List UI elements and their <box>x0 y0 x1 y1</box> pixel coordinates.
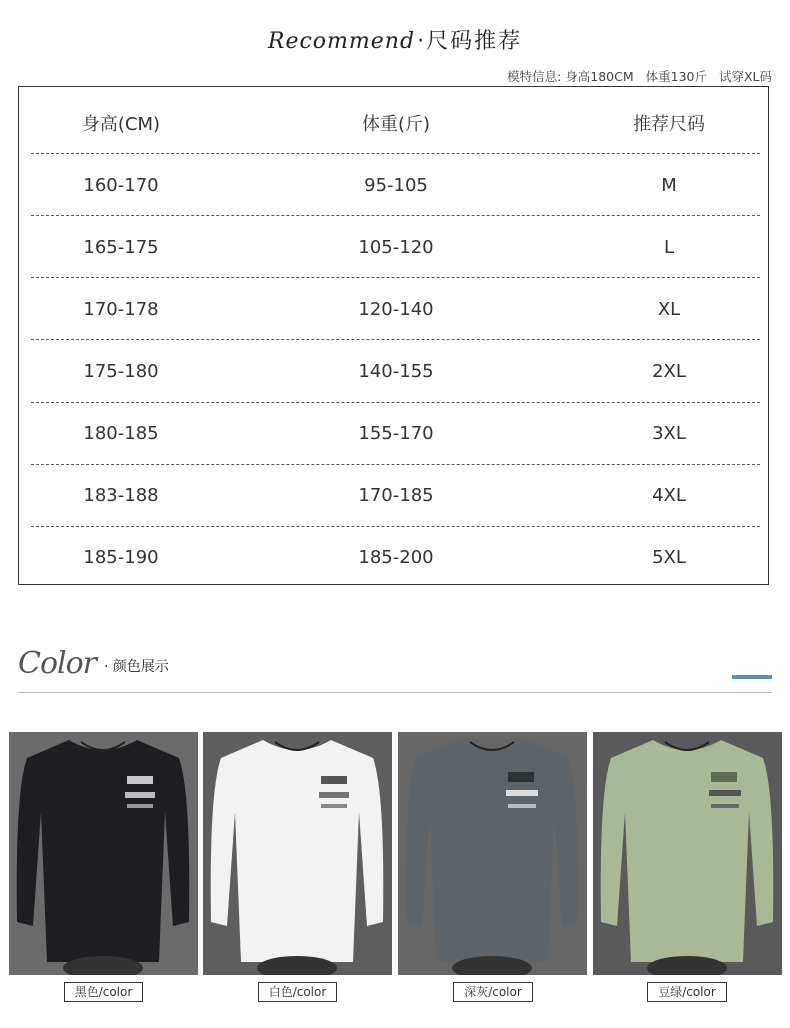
cell-height: 185-190 <box>83 546 159 568</box>
print-patch <box>508 772 534 782</box>
cell-size: XL <box>657 298 681 320</box>
color-label-black[interactable]: 黑色/color <box>64 982 143 1002</box>
color-script-text: Color <box>18 646 97 681</box>
cell-size: L <box>663 236 675 258</box>
size-table <box>18 86 769 585</box>
product-photo-dark-gray[interactable] <box>398 732 587 975</box>
cell-height: 183-188 <box>83 484 159 506</box>
color-label-white[interactable]: 白色/color <box>258 982 337 1002</box>
section-divider <box>18 692 772 693</box>
cell-weight: 105-120 <box>358 236 434 258</box>
title-dot: · <box>417 29 425 54</box>
cell-weight: 120-140 <box>358 298 434 320</box>
print-patch <box>125 792 155 798</box>
cell-weight: 95-105 <box>364 174 428 196</box>
table-row <box>19 526 768 588</box>
shirt-illustration <box>398 732 587 975</box>
cell-height: 180-185 <box>83 422 159 444</box>
shirt-illustration <box>9 732 198 975</box>
product-photo-white[interactable] <box>203 732 392 975</box>
print-patch <box>711 772 737 782</box>
header-height: 身高(CM) <box>81 114 161 135</box>
header-weight: 体重(斤) <box>361 114 431 135</box>
recommend-cn-text: 尺码推荐 <box>426 29 523 54</box>
cell-height: 170-178 <box>83 298 159 320</box>
color-label-green[interactable]: 豆绿/color <box>647 982 727 1002</box>
print-patch <box>127 804 153 808</box>
color-label-dark-gray[interactable]: 深灰/color <box>453 982 533 1002</box>
cell-size: 5XL <box>652 546 686 568</box>
recommend-title <box>0 24 790 55</box>
table-header-row <box>19 92 768 154</box>
print-patch <box>127 776 153 784</box>
header-size: 推荐尺码 <box>633 114 705 135</box>
cell-weight: 185-200 <box>358 546 434 568</box>
cell-height: 165-175 <box>83 236 159 258</box>
color-cn-text: · 颜色展示 <box>104 659 169 675</box>
model-weight: 体重130斤 <box>645 69 707 84</box>
shirt-illustration <box>593 732 782 975</box>
print-patch <box>709 790 741 796</box>
cell-size: 2XL <box>652 360 686 382</box>
product-photo-black[interactable] <box>9 732 198 975</box>
color-section-title <box>18 648 169 680</box>
model-fit: 试穿XL码 <box>718 69 772 84</box>
cell-height: 160-170 <box>83 174 159 196</box>
print-patch <box>711 804 739 808</box>
cell-weight: 155-170 <box>358 422 434 444</box>
cell-height: 175-180 <box>83 360 159 382</box>
table-row <box>19 340 768 402</box>
shirt-illustration <box>203 732 392 975</box>
product-photo-green[interactable] <box>593 732 782 975</box>
table-row <box>19 154 768 216</box>
print-patch <box>508 804 536 808</box>
table-row <box>19 464 768 526</box>
print-patch <box>321 776 347 784</box>
print-patch <box>506 790 538 796</box>
table-row <box>19 278 768 340</box>
print-patch <box>321 804 347 808</box>
recommend-script-text: Recommend <box>267 29 416 54</box>
print-patch <box>319 792 349 798</box>
cell-size: M <box>661 174 677 196</box>
cell-weight: 170-185 <box>358 484 434 506</box>
table-row <box>19 216 768 278</box>
cell-size: 4XL <box>652 484 686 506</box>
model-height: 模特信息: 身高180CM <box>507 69 634 84</box>
accent-bar <box>732 675 772 679</box>
model-info <box>499 67 772 85</box>
cell-weight: 140-155 <box>358 360 434 382</box>
table-row <box>19 402 768 464</box>
cell-size: 3XL <box>652 422 686 444</box>
